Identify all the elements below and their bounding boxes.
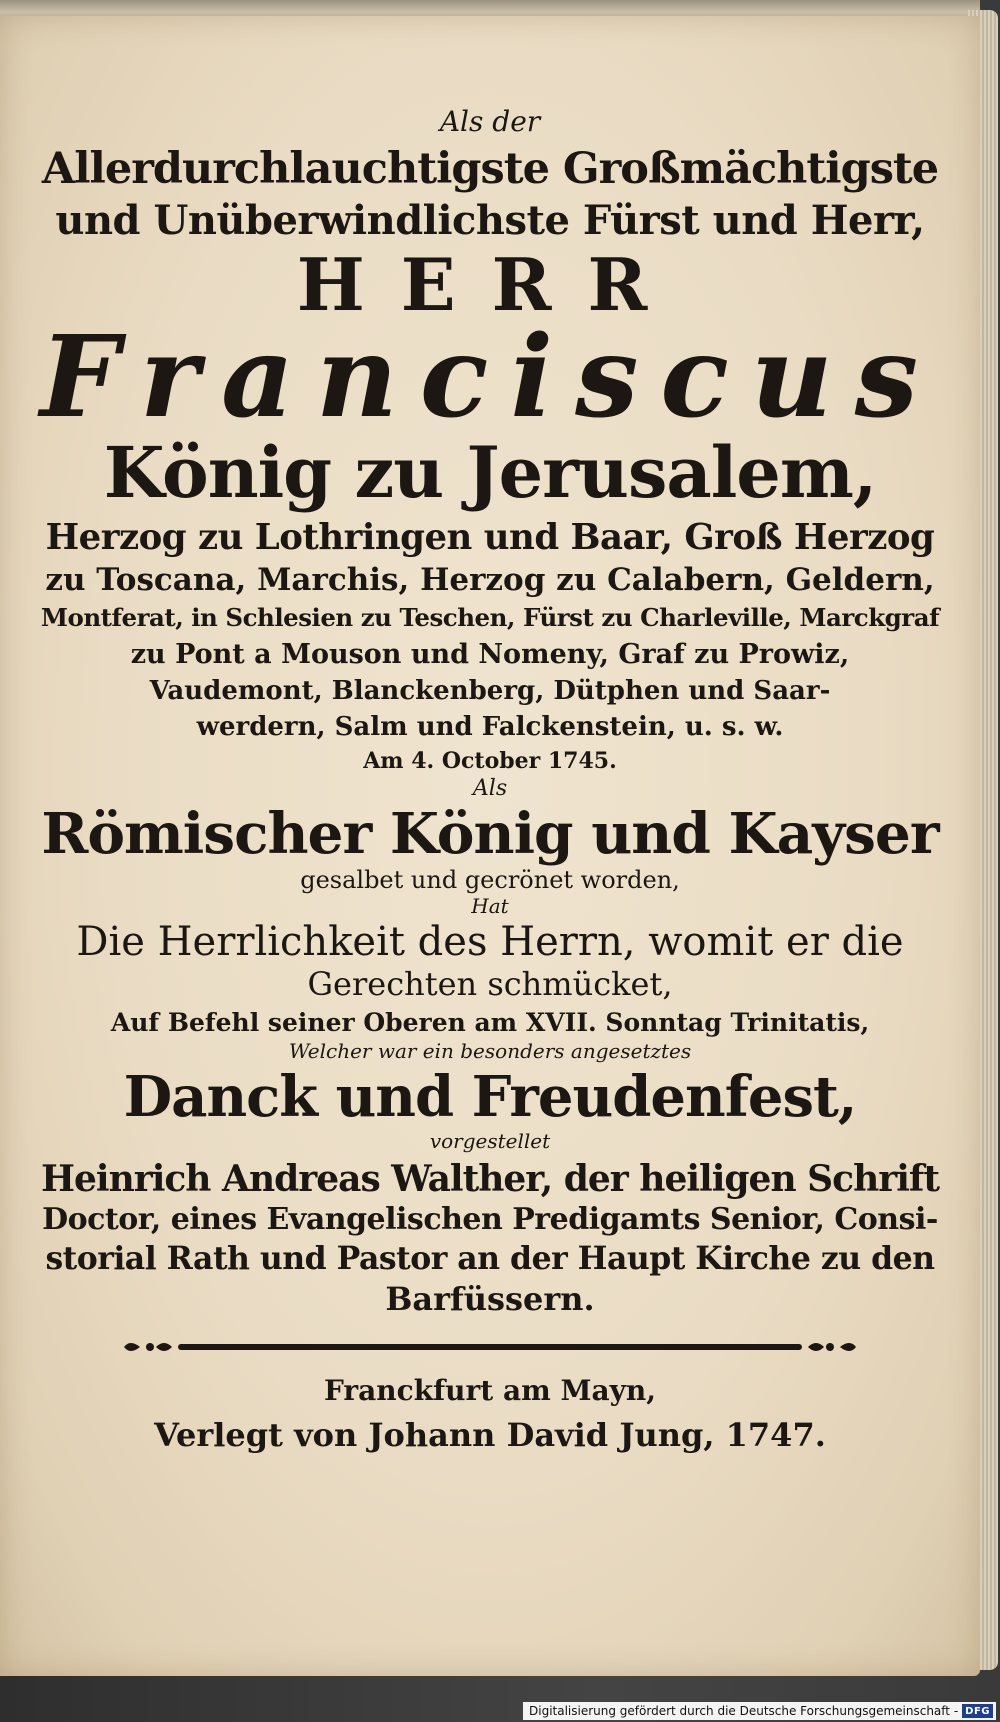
line-befehl: Auf Befehl seiner Oberen am XVII. Sonntag Trinitatis, [110, 1008, 870, 1037]
digitization-credit [523, 1702, 996, 1720]
heading-roemischer-kayser: Römischer König und Kayser [41, 800, 939, 867]
heading-herr: HERR [296, 242, 684, 327]
imprint-publisher: Verlegt von Johann David Jung, 1747. [154, 1415, 826, 1454]
connector-hat: Hat [471, 894, 509, 918]
titles-line-4: zu Pont a Mouson und Nomeny, Graf zu Prowiz, [130, 638, 850, 670]
title-page [0, 16, 980, 1676]
heading-koenig-jerusalem: König zu Jerusalem, [103, 430, 877, 514]
connector-vorgestellet: vorgestellet [429, 1129, 551, 1153]
heading-franciscus: Franciscus [40, 310, 941, 443]
author-line-3: storial Rath und Pastor an der Haupt Kirche zu den [45, 1240, 935, 1277]
titles-line-1: Herzog zu Lothringen und Baar, Groß Herzog [45, 516, 935, 558]
heading-danck-freudenfest: Danck und Freudenfest, [123, 1064, 857, 1130]
heading-unueberwindlichste: und Unüberwindlichste Fürst und Herr, [55, 197, 925, 244]
author-line-2: Doctor, eines Evangelischen Predigamts Senior, Consi- [42, 1202, 938, 1237]
sermon-title-line-1: Die Herrlichkeit des Herrn, womit er die [76, 919, 904, 965]
title-page-text [40, 105, 941, 1454]
coronation-date: Am 4. October 1745. [363, 747, 617, 774]
heading-allerdurchlauchtigste: Allerdurchlauchtigste Großmächtigste [41, 144, 939, 194]
line-gesalbet: gesalbet und gecrönet worden, [300, 866, 680, 894]
titles-line-3: Montferat, in Schlesien zu Teschen, Fürst zu Charleville, Marckgraf [40, 603, 940, 632]
connector-als: Als [472, 775, 508, 801]
sermon-title-line-2: Gerechten schmücket, [307, 965, 673, 1003]
dfg-logo: DFG [962, 1704, 993, 1718]
imprint-place: Franckfurt am Mayn, [324, 1373, 656, 1407]
author-line-4: Barfüssern. [385, 1279, 595, 1318]
credit-text: Digitalisierung gefördert durch die Deutsche Forschungsgemeinschaft - [529, 1704, 959, 1718]
titles-line-5: Vaudemont, Blanckenberg, Dütphen und Saar- [149, 675, 831, 706]
intro-als-der: Als der [439, 105, 541, 138]
author-line-1: Heinrich Andreas Walther, der heiligen Schrift [40, 1158, 940, 1200]
titles-line-6: werdern, Salm und Falckenstein, u. s. w. [196, 711, 784, 742]
line-welcher: Welcher war ein besonders angesetztes [288, 1039, 692, 1063]
titles-line-2: zu Toscana, Marchis, Herzog zu Calabern, Geldern, [45, 562, 935, 598]
ornamental-rule [120, 1335, 860, 1359]
